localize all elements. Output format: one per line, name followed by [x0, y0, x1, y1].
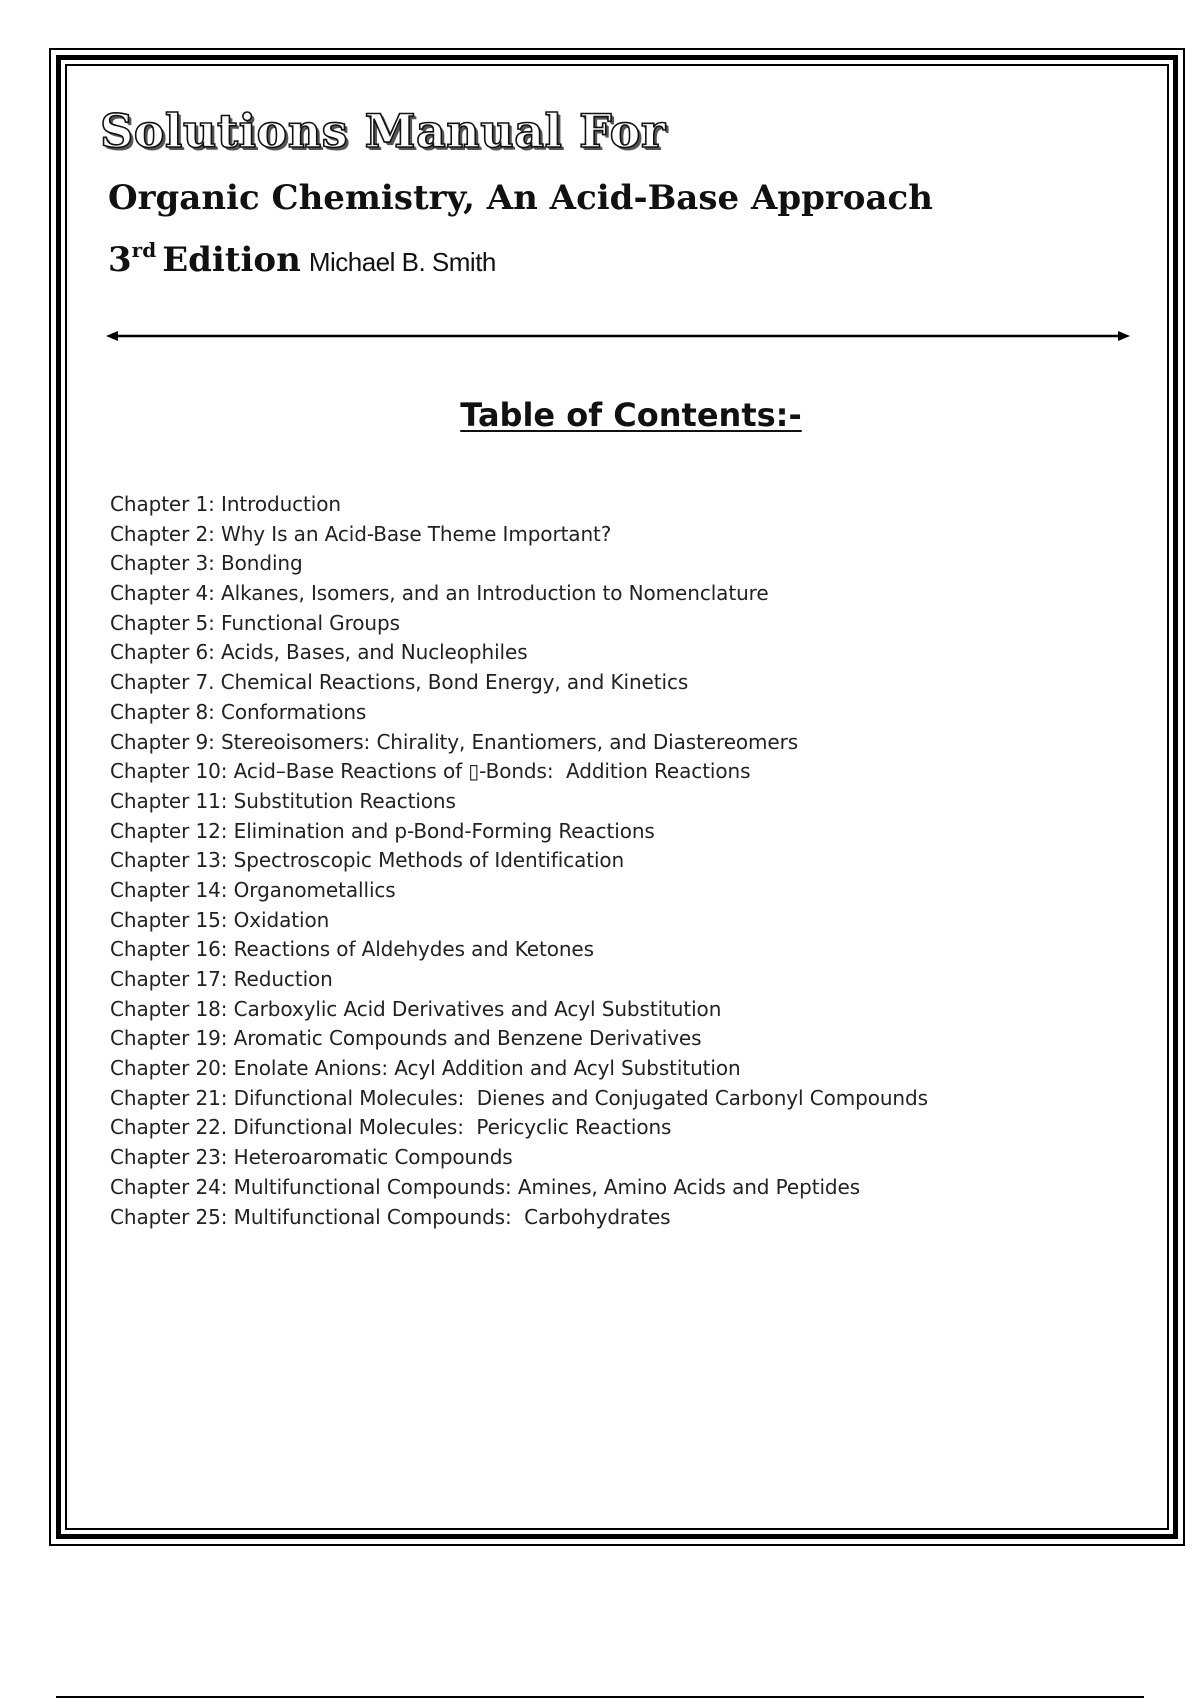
toc-heading: Table of Contents:- — [460, 396, 802, 434]
toc-item: Chapter 20: Enolate Anions: Acyl Addition and Acyl Substitution — [110, 1056, 741, 1081]
manual-title: Solutions Manual For — [100, 104, 666, 158]
double-arrow-divider — [106, 326, 1130, 346]
toc-item: Chapter 9: Stereoisomers: Chirality, Enantiomers, and Diastereomers — [110, 729, 799, 754]
toc-item: Chapter 7. Chemical Reactions, Bond Energy, and Kinetics — [110, 670, 689, 695]
toc-item: Chapter 25: Multifunctional Compounds: Carbohydrates — [110, 1204, 671, 1229]
author-name: Michael B. Smith — [308, 247, 496, 277]
toc-item: Chapter 4: Alkanes, Isomers, and an Introduction to Nomenclature — [110, 581, 769, 606]
toc-item: Chapter 16: Reactions of Aldehydes and Ketones — [110, 937, 594, 962]
toc-item: Chapter 15: Oxidation — [110, 907, 330, 932]
toc-item: Chapter 21: Difunctional Molecules: Dienes and Conjugated Carbonyl Compounds — [110, 1085, 928, 1110]
toc-item: Chapter 10: Acid–Base Reactions of ▯-Bonds: Addition Reactions — [110, 759, 751, 784]
toc-item: Chapter 19: Aromatic Compounds and Benzene Derivatives — [110, 1026, 702, 1051]
toc-item: Chapter 17: Reduction — [110, 967, 333, 991]
edition-number: 3 — [108, 240, 132, 280]
toc-item: Chapter 11: Substitution Reactions — [110, 788, 456, 813]
toc-item: Chapter 8: Conformations — [110, 699, 367, 724]
footer-rule — [56, 1696, 1144, 1698]
toc-item: Chapter 24: Multifunctional Compounds: Amines, Amino Acids and Peptides — [110, 1174, 861, 1199]
edition-suffix: rd — [131, 238, 157, 262]
toc-item: Chapter 13: Spectroscopic Methods of Identification — [110, 848, 625, 873]
toc-item: Chapter 5: Functional Groups — [110, 610, 400, 635]
toc-list — [110, 490, 928, 1232]
toc-item: Chapter 3: Bonding — [110, 551, 303, 576]
book-title: Organic Chemistry, An Acid-Base Approach — [108, 178, 933, 218]
toc-item: Chapter 1: Introduction — [110, 492, 341, 516]
toc-item: Chapter 6: Acids, Bases, and Nucleophiles — [110, 640, 528, 665]
toc-item: Chapter 2: Why Is an Acid-Base Theme Important? — [110, 521, 612, 546]
toc-item: Chapter 12: Elimination and p-Bond-Forming Reactions — [110, 818, 655, 843]
edition-line — [108, 238, 496, 280]
edition-label: Edition — [162, 240, 301, 280]
toc-item: Chapter 23: Heteroaromatic Compounds — [110, 1145, 513, 1170]
toc-item: Chapter 14: Organometallics — [110, 877, 396, 902]
toc-item: Chapter 18: Carboxylic Acid Derivatives and Acyl Substitution — [110, 996, 722, 1021]
toc-item: Chapter 22. Difunctional Molecules: Pericyclic Reactions — [110, 1115, 672, 1140]
